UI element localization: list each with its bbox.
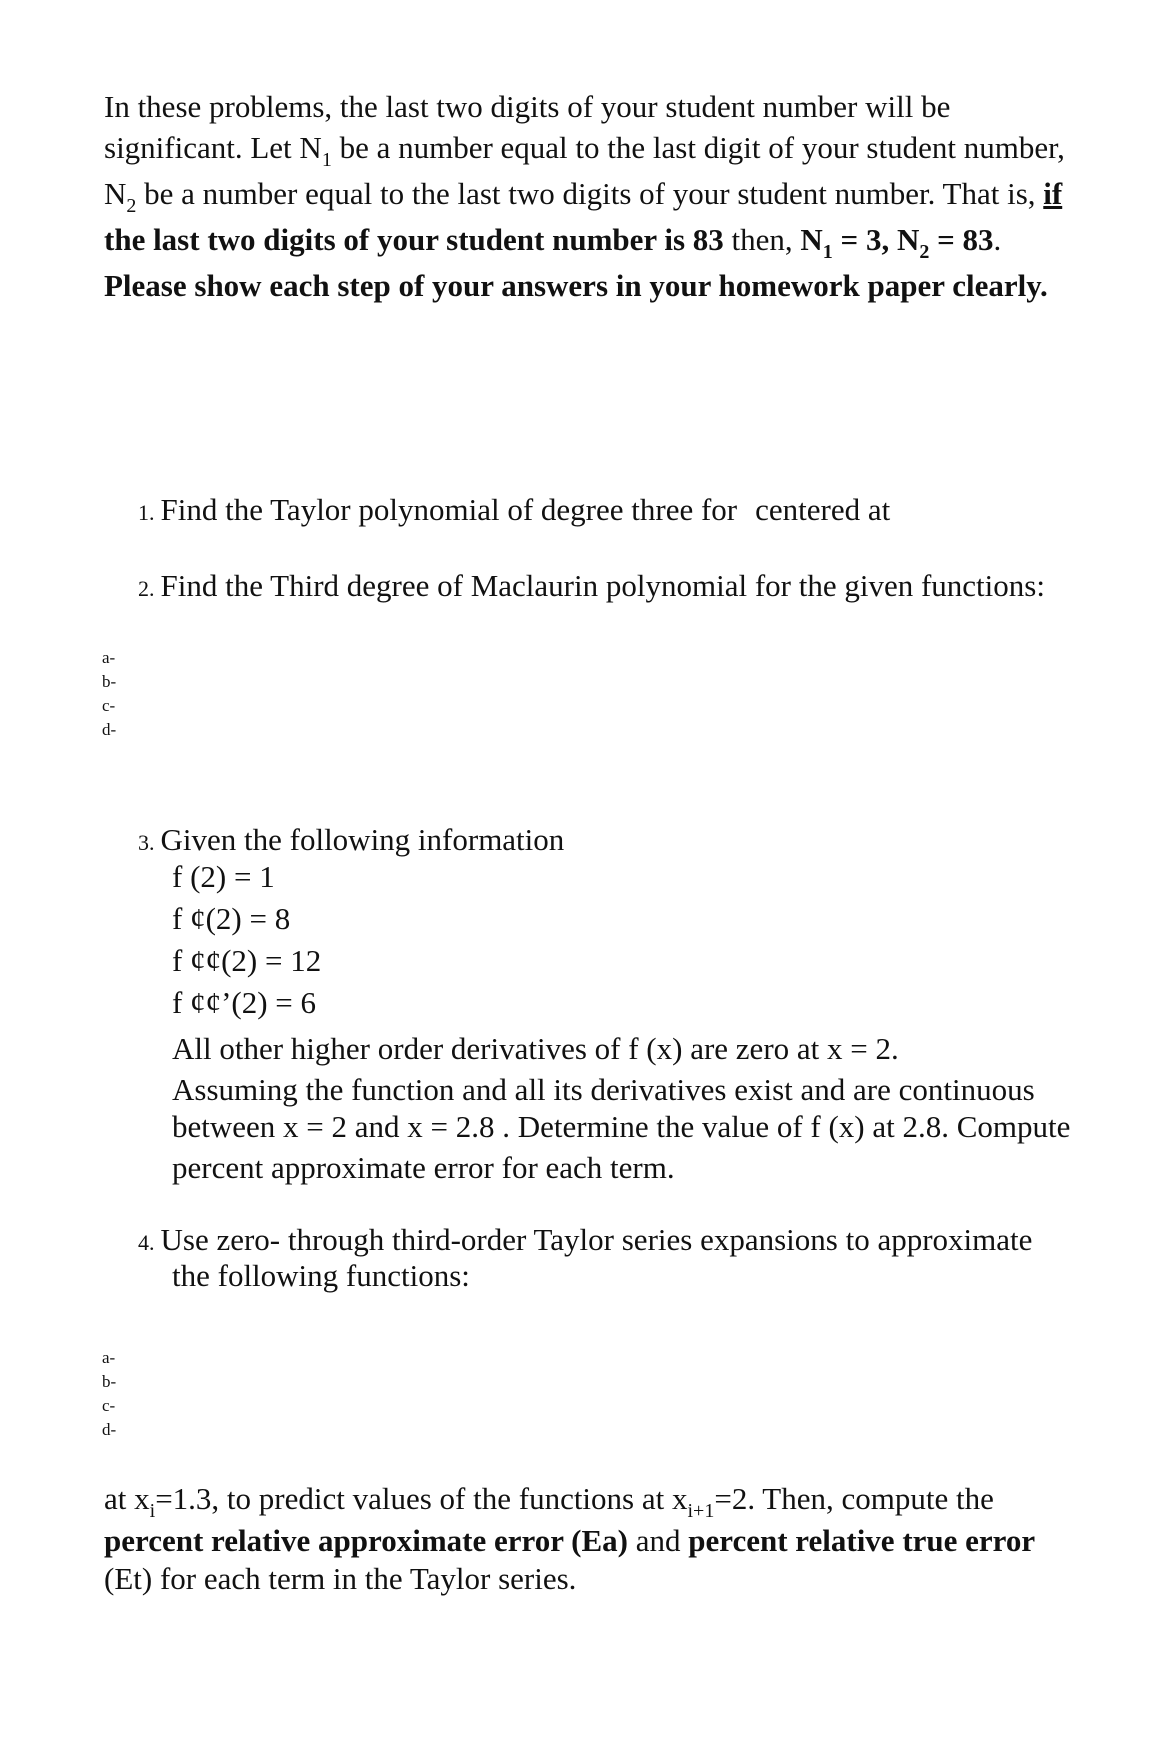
question-number: 1.	[138, 500, 155, 525]
question-1	[138, 492, 890, 528]
intro-text: N	[104, 176, 127, 211]
intro-paragraph	[104, 86, 1104, 306]
closing-text: =2. Then, compute the	[714, 1481, 994, 1516]
question-3-body	[172, 1030, 1132, 1186]
body-line: between x = 2 and x = 2.8 . Determine the value of f (x) at 2.8. Compute	[172, 1109, 1071, 1144]
part-label: d-	[102, 720, 117, 739]
subscript: 2	[126, 195, 137, 217]
body-line: Assuming the function and all its derivatives exist and are continuous	[172, 1072, 1035, 1107]
closing-text: =1.3, to predict values of the functions at x	[155, 1481, 688, 1516]
closing-paragraph	[104, 1480, 1124, 1598]
subscript: i+1	[687, 1500, 715, 1522]
question-3	[138, 822, 564, 858]
closing-line-2	[104, 1522, 1124, 1560]
part-label: c-	[102, 696, 116, 715]
part-label: a-	[102, 1348, 116, 1367]
question-text: Use zero- through third-order Taylor series expansions to approximate	[160, 1222, 1033, 1257]
question-4-cont	[172, 1258, 470, 1294]
intro-bold-text: the last two digits of your student number is 83	[104, 222, 724, 257]
body-line: All other higher order derivatives of f (x) are zero at x = 2.	[172, 1031, 899, 1066]
question-text: the following functions:	[172, 1258, 470, 1293]
intro-line-2	[104, 127, 1104, 173]
question-3-given	[172, 856, 321, 1024]
intro-bold-if: if	[1043, 176, 1063, 211]
question-number: 2.	[138, 576, 155, 601]
intro-line-4	[104, 219, 1104, 265]
intro-line-3	[104, 173, 1104, 219]
question-2	[138, 568, 1045, 604]
closing-text: and	[628, 1523, 689, 1558]
part-label: b-	[102, 672, 117, 691]
given-value: f ¢(2) = 8	[172, 901, 291, 936]
intro-bold-n: = 3, N	[832, 222, 920, 257]
question-4	[138, 1222, 1032, 1258]
question-number: 3.	[138, 830, 155, 855]
question-4-parts	[102, 1346, 116, 1442]
question-text: Given the following information	[160, 822, 565, 857]
intro-line-5	[104, 265, 1104, 306]
subscript: 2	[919, 241, 930, 263]
intro-bold-n: N	[800, 222, 823, 257]
intro-instruction: Please show each step of your answers in your homework paper clearly.	[104, 268, 1048, 303]
intro-text: be a number equal to the last two digits of your student number. That is,	[136, 176, 1044, 211]
question-text: Find the Third degree of Maclaurin polynomial for the given functions:	[160, 568, 1045, 603]
closing-bold: percent relative true error	[688, 1523, 1036, 1558]
closing-line-1	[104, 1480, 1124, 1522]
intro-text: be a number equal to the last digit of your student number,	[331, 130, 1065, 165]
body-line: percent approximate error for each term.	[172, 1150, 675, 1185]
part-label: c-	[102, 1396, 116, 1415]
question-number: 4.	[138, 1230, 155, 1255]
given-value: f (2) = 1	[172, 859, 275, 894]
intro-line-1: In these problems, the last two digits of your student number will be	[104, 89, 951, 124]
intro-bold-n: = 83	[929, 222, 994, 257]
subscript: i	[149, 1500, 156, 1522]
intro-text: then,	[723, 222, 801, 257]
part-label: a-	[102, 648, 116, 667]
subscript: 1	[822, 241, 833, 263]
question-2-parts	[102, 646, 116, 742]
question-text: centered at	[755, 492, 891, 527]
closing-bold: percent relative approximate error (Ea)	[104, 1523, 628, 1558]
intro-text: significant. Let N	[104, 130, 322, 165]
closing-line-3: (Et) for each term in the Taylor series.	[104, 1561, 577, 1596]
part-label: b-	[102, 1372, 117, 1391]
part-label: d-	[102, 1420, 117, 1439]
subscript: 1	[321, 149, 332, 171]
question-text: Find the Taylor polynomial of degree three for	[160, 492, 738, 527]
given-value: f ¢¢’(2) = 6	[172, 985, 317, 1020]
given-value: f ¢¢(2) = 12	[172, 943, 322, 978]
intro-text: .	[993, 222, 1002, 257]
closing-text: at x	[104, 1481, 150, 1516]
